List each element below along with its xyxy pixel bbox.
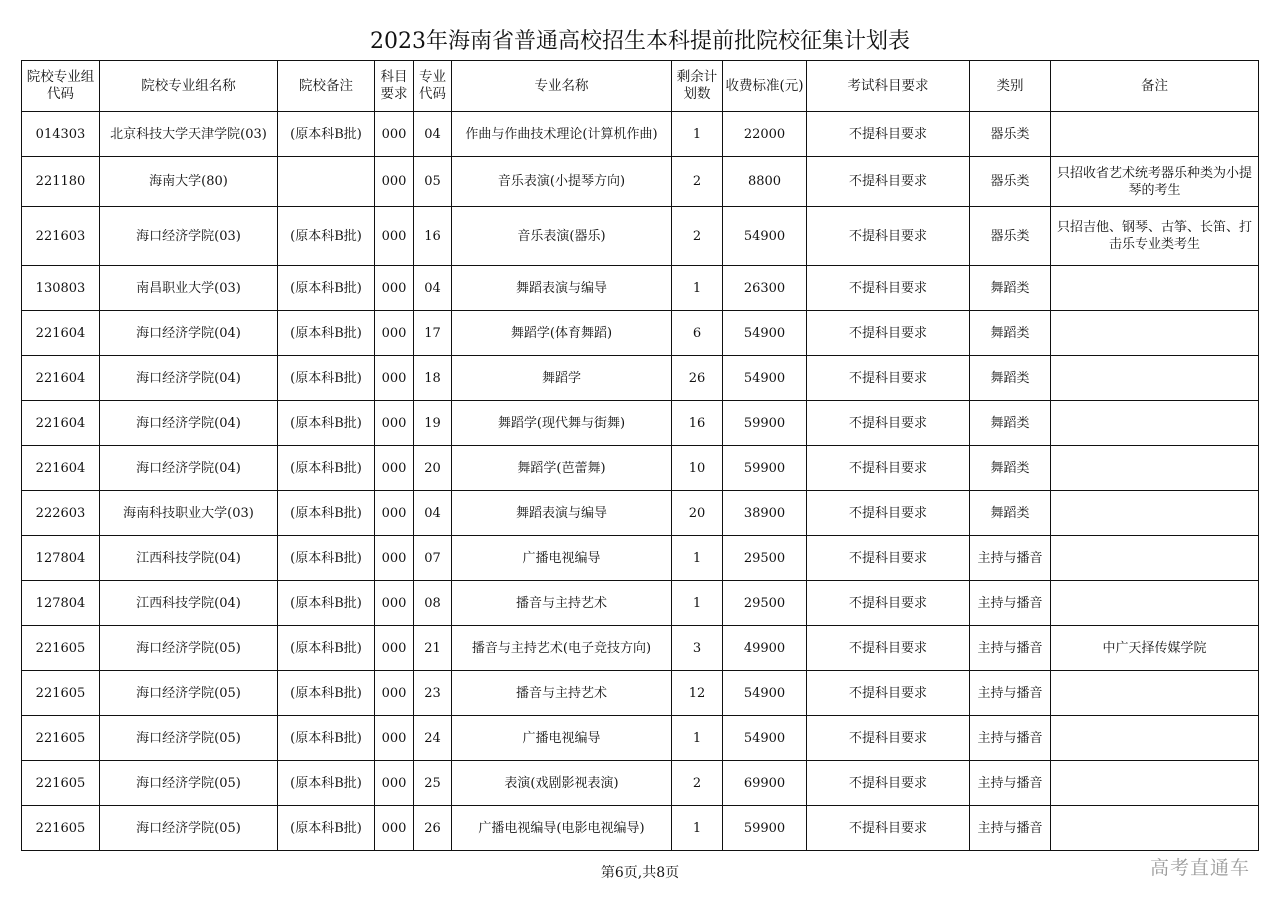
cell-group-name: 海口经济学院(04) bbox=[100, 311, 278, 356]
cell-major-name: 作曲与作曲技术理论(计算机作曲) bbox=[452, 112, 672, 157]
cell-group-code: 221604 bbox=[22, 311, 100, 356]
cell-major-name: 舞蹈学(现代舞与街舞) bbox=[452, 401, 672, 446]
cell-remaining: 26 bbox=[672, 356, 723, 401]
cell-school-note: (原本科B批) bbox=[278, 806, 375, 851]
cell-remaining: 10 bbox=[672, 446, 723, 491]
cell-fee: 26300 bbox=[723, 266, 807, 311]
cell-school-note: (原本科B批) bbox=[278, 112, 375, 157]
cell-major-code: 24 bbox=[414, 716, 452, 761]
cell-major-code: 26 bbox=[414, 806, 452, 851]
table-row bbox=[22, 356, 1259, 401]
cell-group-code: 221605 bbox=[22, 806, 100, 851]
header-subject-req: 科目要求 bbox=[375, 61, 414, 112]
header-group-code: 院校专业组代码 bbox=[22, 61, 100, 112]
header-group-name: 院校专业组名称 bbox=[100, 61, 278, 112]
cell-fee: 29500 bbox=[723, 536, 807, 581]
cell-category: 器乐类 bbox=[970, 207, 1051, 266]
cell-major-name: 舞蹈学 bbox=[452, 356, 672, 401]
cell-exam-req: 不提科目要求 bbox=[807, 356, 970, 401]
cell-category: 主持与播音 bbox=[970, 716, 1051, 761]
cell-group-code: 221604 bbox=[22, 401, 100, 446]
cell-major-code: 08 bbox=[414, 581, 452, 626]
cell-subject-req: 000 bbox=[375, 626, 414, 671]
cell-remark bbox=[1051, 311, 1259, 356]
cell-remaining: 6 bbox=[672, 311, 723, 356]
cell-category: 主持与播音 bbox=[970, 671, 1051, 716]
cell-remaining: 1 bbox=[672, 581, 723, 626]
cell-exam-req: 不提科目要求 bbox=[807, 761, 970, 806]
cell-remaining: 1 bbox=[672, 266, 723, 311]
cell-subject-req: 000 bbox=[375, 266, 414, 311]
cell-category: 舞蹈类 bbox=[970, 446, 1051, 491]
cell-exam-req: 不提科目要求 bbox=[807, 446, 970, 491]
cell-remaining: 12 bbox=[672, 671, 723, 716]
cell-remark bbox=[1051, 716, 1259, 761]
header-major-name: 专业名称 bbox=[452, 61, 672, 112]
table-row bbox=[22, 311, 1259, 356]
table-row bbox=[22, 536, 1259, 581]
cell-fee: 59900 bbox=[723, 446, 807, 491]
cell-remaining: 1 bbox=[672, 806, 723, 851]
cell-school-note: (原本科B批) bbox=[278, 311, 375, 356]
cell-fee: 22000 bbox=[723, 112, 807, 157]
table-row bbox=[22, 491, 1259, 536]
cell-fee: 54900 bbox=[723, 207, 807, 266]
cell-exam-req: 不提科目要求 bbox=[807, 266, 970, 311]
cell-group-name: 海口经济学院(03) bbox=[100, 207, 278, 266]
table-row bbox=[22, 266, 1259, 311]
header-school-note: 院校备注 bbox=[278, 61, 375, 112]
cell-major-name: 广播电视编导 bbox=[452, 536, 672, 581]
cell-group-code: 221603 bbox=[22, 207, 100, 266]
header-exam-req: 考试科目要求 bbox=[807, 61, 970, 112]
table-row bbox=[22, 112, 1259, 157]
table-row bbox=[22, 446, 1259, 491]
cell-major-code: 25 bbox=[414, 761, 452, 806]
cell-subject-req: 000 bbox=[375, 356, 414, 401]
cell-major-name: 播音与主持艺术 bbox=[452, 671, 672, 716]
cell-subject-req: 000 bbox=[375, 207, 414, 266]
cell-school-note: (原本科B批) bbox=[278, 446, 375, 491]
cell-fee: 59900 bbox=[723, 806, 807, 851]
cell-school-note: (原本科B批) bbox=[278, 671, 375, 716]
cell-exam-req: 不提科目要求 bbox=[807, 112, 970, 157]
cell-exam-req: 不提科目要求 bbox=[807, 157, 970, 207]
header-major-code: 专业代码 bbox=[414, 61, 452, 112]
cell-remark bbox=[1051, 266, 1259, 311]
cell-major-name: 广播电视编导(电影电视编导) bbox=[452, 806, 672, 851]
cell-group-name: 海南大学(80) bbox=[100, 157, 278, 207]
cell-group-name: 南昌职业大学(03) bbox=[100, 266, 278, 311]
cell-major-code: 23 bbox=[414, 671, 452, 716]
cell-group-name: 海口经济学院(04) bbox=[100, 446, 278, 491]
cell-fee: 59900 bbox=[723, 401, 807, 446]
cell-group-name: 海口经济学院(05) bbox=[100, 806, 278, 851]
cell-school-note: (原本科B批) bbox=[278, 491, 375, 536]
cell-major-name: 音乐表演(器乐) bbox=[452, 207, 672, 266]
cell-school-note: (原本科B批) bbox=[278, 536, 375, 581]
cell-major-code: 07 bbox=[414, 536, 452, 581]
cell-school-note: (原本科B批) bbox=[278, 356, 375, 401]
cell-subject-req: 000 bbox=[375, 311, 414, 356]
cell-exam-req: 不提科目要求 bbox=[807, 207, 970, 266]
cell-major-name: 播音与主持艺术 bbox=[452, 581, 672, 626]
cell-category: 舞蹈类 bbox=[970, 311, 1051, 356]
cell-category: 主持与播音 bbox=[970, 761, 1051, 806]
cell-group-name: 海口经济学院(05) bbox=[100, 626, 278, 671]
table-body bbox=[22, 112, 1259, 851]
cell-exam-req: 不提科目要求 bbox=[807, 581, 970, 626]
cell-remark bbox=[1051, 536, 1259, 581]
cell-group-code: 127804 bbox=[22, 536, 100, 581]
cell-category: 舞蹈类 bbox=[970, 401, 1051, 446]
cell-group-code: 127804 bbox=[22, 581, 100, 626]
cell-subject-req: 000 bbox=[375, 806, 414, 851]
header-remaining: 剩余计划数 bbox=[672, 61, 723, 112]
cell-remaining: 16 bbox=[672, 401, 723, 446]
cell-group-name: 北京科技大学天津学院(03) bbox=[100, 112, 278, 157]
cell-remark: 只招吉他、钢琴、古筝、长笛、打击乐专业类考生 bbox=[1051, 207, 1259, 266]
table-row bbox=[22, 581, 1259, 626]
cell-remark: 中广天择传媒学院 bbox=[1051, 626, 1259, 671]
cell-fee: 69900 bbox=[723, 761, 807, 806]
cell-remark bbox=[1051, 356, 1259, 401]
cell-group-name: 江西科技学院(04) bbox=[100, 536, 278, 581]
cell-major-name: 音乐表演(小提琴方向) bbox=[452, 157, 672, 207]
cell-exam-req: 不提科目要求 bbox=[807, 626, 970, 671]
table-row bbox=[22, 207, 1259, 266]
cell-school-note: (原本科B批) bbox=[278, 207, 375, 266]
cell-major-name: 舞蹈表演与编导 bbox=[452, 266, 672, 311]
cell-group-code: 014303 bbox=[22, 112, 100, 157]
cell-remaining: 2 bbox=[672, 761, 723, 806]
cell-remark bbox=[1051, 581, 1259, 626]
cell-fee: 54900 bbox=[723, 311, 807, 356]
cell-major-name: 舞蹈学(芭蕾舞) bbox=[452, 446, 672, 491]
table-row bbox=[22, 716, 1259, 761]
cell-remaining: 2 bbox=[672, 157, 723, 207]
cell-fee: 54900 bbox=[723, 671, 807, 716]
cell-exam-req: 不提科目要求 bbox=[807, 311, 970, 356]
cell-category: 主持与播音 bbox=[970, 581, 1051, 626]
cell-school-note: (原本科B批) bbox=[278, 401, 375, 446]
cell-major-code: 18 bbox=[414, 356, 452, 401]
cell-group-code: 221605 bbox=[22, 761, 100, 806]
cell-group-name: 海口经济学院(05) bbox=[100, 761, 278, 806]
cell-remaining: 1 bbox=[672, 536, 723, 581]
cell-group-code: 221605 bbox=[22, 626, 100, 671]
watermark: 高考直通车 bbox=[1149, 857, 1250, 879]
cell-subject-req: 000 bbox=[375, 671, 414, 716]
cell-fee: 29500 bbox=[723, 581, 807, 626]
cell-remark bbox=[1051, 401, 1259, 446]
cell-major-code: 04 bbox=[414, 112, 452, 157]
cell-major-code: 04 bbox=[414, 266, 452, 311]
cell-major-code: 16 bbox=[414, 207, 452, 266]
cell-fee: 54900 bbox=[723, 356, 807, 401]
enrollment-plan-table bbox=[21, 60, 1259, 851]
cell-group-name: 海口经济学院(04) bbox=[100, 356, 278, 401]
cell-exam-req: 不提科目要求 bbox=[807, 401, 970, 446]
cell-major-code: 05 bbox=[414, 157, 452, 207]
cell-subject-req: 000 bbox=[375, 761, 414, 806]
cell-major-code: 04 bbox=[414, 491, 452, 536]
cell-category: 舞蹈类 bbox=[970, 356, 1051, 401]
cell-category: 器乐类 bbox=[970, 157, 1051, 207]
cell-remaining: 3 bbox=[672, 626, 723, 671]
cell-remark: 只招收省艺术统考器乐种类为小提琴的考生 bbox=[1051, 157, 1259, 207]
header-fee: 收费标准(元) bbox=[723, 61, 807, 112]
cell-subject-req: 000 bbox=[375, 157, 414, 207]
table-row bbox=[22, 401, 1259, 446]
cell-exam-req: 不提科目要求 bbox=[807, 806, 970, 851]
table-row bbox=[22, 157, 1259, 207]
cell-group-code: 221180 bbox=[22, 157, 100, 207]
cell-major-name: 表演(戏剧影视表演) bbox=[452, 761, 672, 806]
cell-major-code: 17 bbox=[414, 311, 452, 356]
cell-group-code: 222603 bbox=[22, 491, 100, 536]
page-title: 2023年海南省普通高校招生本科提前批院校征集计划表 bbox=[370, 29, 910, 54]
cell-subject-req: 000 bbox=[375, 491, 414, 536]
cell-subject-req: 000 bbox=[375, 716, 414, 761]
cell-school-note: (原本科B批) bbox=[278, 626, 375, 671]
cell-remark bbox=[1051, 446, 1259, 491]
cell-major-code: 21 bbox=[414, 626, 452, 671]
cell-subject-req: 000 bbox=[375, 112, 414, 157]
cell-group-name: 江西科技学院(04) bbox=[100, 581, 278, 626]
cell-category: 舞蹈类 bbox=[970, 491, 1051, 536]
cell-group-name: 海口经济学院(05) bbox=[100, 716, 278, 761]
cell-group-name: 海口经济学院(04) bbox=[100, 401, 278, 446]
table-row bbox=[22, 806, 1259, 851]
cell-remaining: 1 bbox=[672, 112, 723, 157]
cell-school-note: (原本科B批) bbox=[278, 761, 375, 806]
cell-subject-req: 000 bbox=[375, 581, 414, 626]
cell-group-code: 221604 bbox=[22, 446, 100, 491]
cell-fee: 8800 bbox=[723, 157, 807, 207]
cell-remark bbox=[1051, 491, 1259, 536]
cell-remark bbox=[1051, 806, 1259, 851]
table-row bbox=[22, 761, 1259, 806]
cell-category: 主持与播音 bbox=[970, 806, 1051, 851]
header-row bbox=[22, 61, 1259, 112]
cell-exam-req: 不提科目要求 bbox=[807, 491, 970, 536]
cell-group-name: 海口经济学院(05) bbox=[100, 671, 278, 716]
cell-major-name: 舞蹈表演与编导 bbox=[452, 491, 672, 536]
cell-major-name: 广播电视编导 bbox=[452, 716, 672, 761]
cell-exam-req: 不提科目要求 bbox=[807, 536, 970, 581]
cell-remark bbox=[1051, 761, 1259, 806]
cell-group-name: 海南科技职业大学(03) bbox=[100, 491, 278, 536]
cell-remaining: 1 bbox=[672, 716, 723, 761]
cell-exam-req: 不提科目要求 bbox=[807, 671, 970, 716]
cell-school-note: (原本科B批) bbox=[278, 266, 375, 311]
cell-remaining: 20 bbox=[672, 491, 723, 536]
table-row bbox=[22, 671, 1259, 716]
cell-group-code: 221605 bbox=[22, 671, 100, 716]
cell-school-note bbox=[278, 157, 375, 207]
cell-fee: 54900 bbox=[723, 716, 807, 761]
cell-category: 主持与播音 bbox=[970, 626, 1051, 671]
header-category: 类别 bbox=[970, 61, 1051, 112]
cell-group-code: 221605 bbox=[22, 716, 100, 761]
cell-major-code: 19 bbox=[414, 401, 452, 446]
cell-major-name: 播音与主持艺术(电子竞技方向) bbox=[452, 626, 672, 671]
header-remark: 备注 bbox=[1051, 61, 1259, 112]
page-footer: 第6页,共8页 bbox=[600, 865, 680, 881]
table-row bbox=[22, 626, 1259, 671]
cell-remark bbox=[1051, 671, 1259, 716]
cell-group-code: 130803 bbox=[22, 266, 100, 311]
cell-category: 器乐类 bbox=[970, 112, 1051, 157]
cell-subject-req: 000 bbox=[375, 536, 414, 581]
cell-subject-req: 000 bbox=[375, 401, 414, 446]
cell-fee: 49900 bbox=[723, 626, 807, 671]
cell-subject-req: 000 bbox=[375, 446, 414, 491]
cell-school-note: (原本科B批) bbox=[278, 716, 375, 761]
cell-school-note: (原本科B批) bbox=[278, 581, 375, 626]
cell-remark bbox=[1051, 112, 1259, 157]
cell-group-code: 221604 bbox=[22, 356, 100, 401]
cell-category: 主持与播音 bbox=[970, 536, 1051, 581]
cell-category: 舞蹈类 bbox=[970, 266, 1051, 311]
cell-major-name: 舞蹈学(体育舞蹈) bbox=[452, 311, 672, 356]
cell-exam-req: 不提科目要求 bbox=[807, 716, 970, 761]
cell-remaining: 2 bbox=[672, 207, 723, 266]
cell-major-code: 20 bbox=[414, 446, 452, 491]
cell-fee: 38900 bbox=[723, 491, 807, 536]
